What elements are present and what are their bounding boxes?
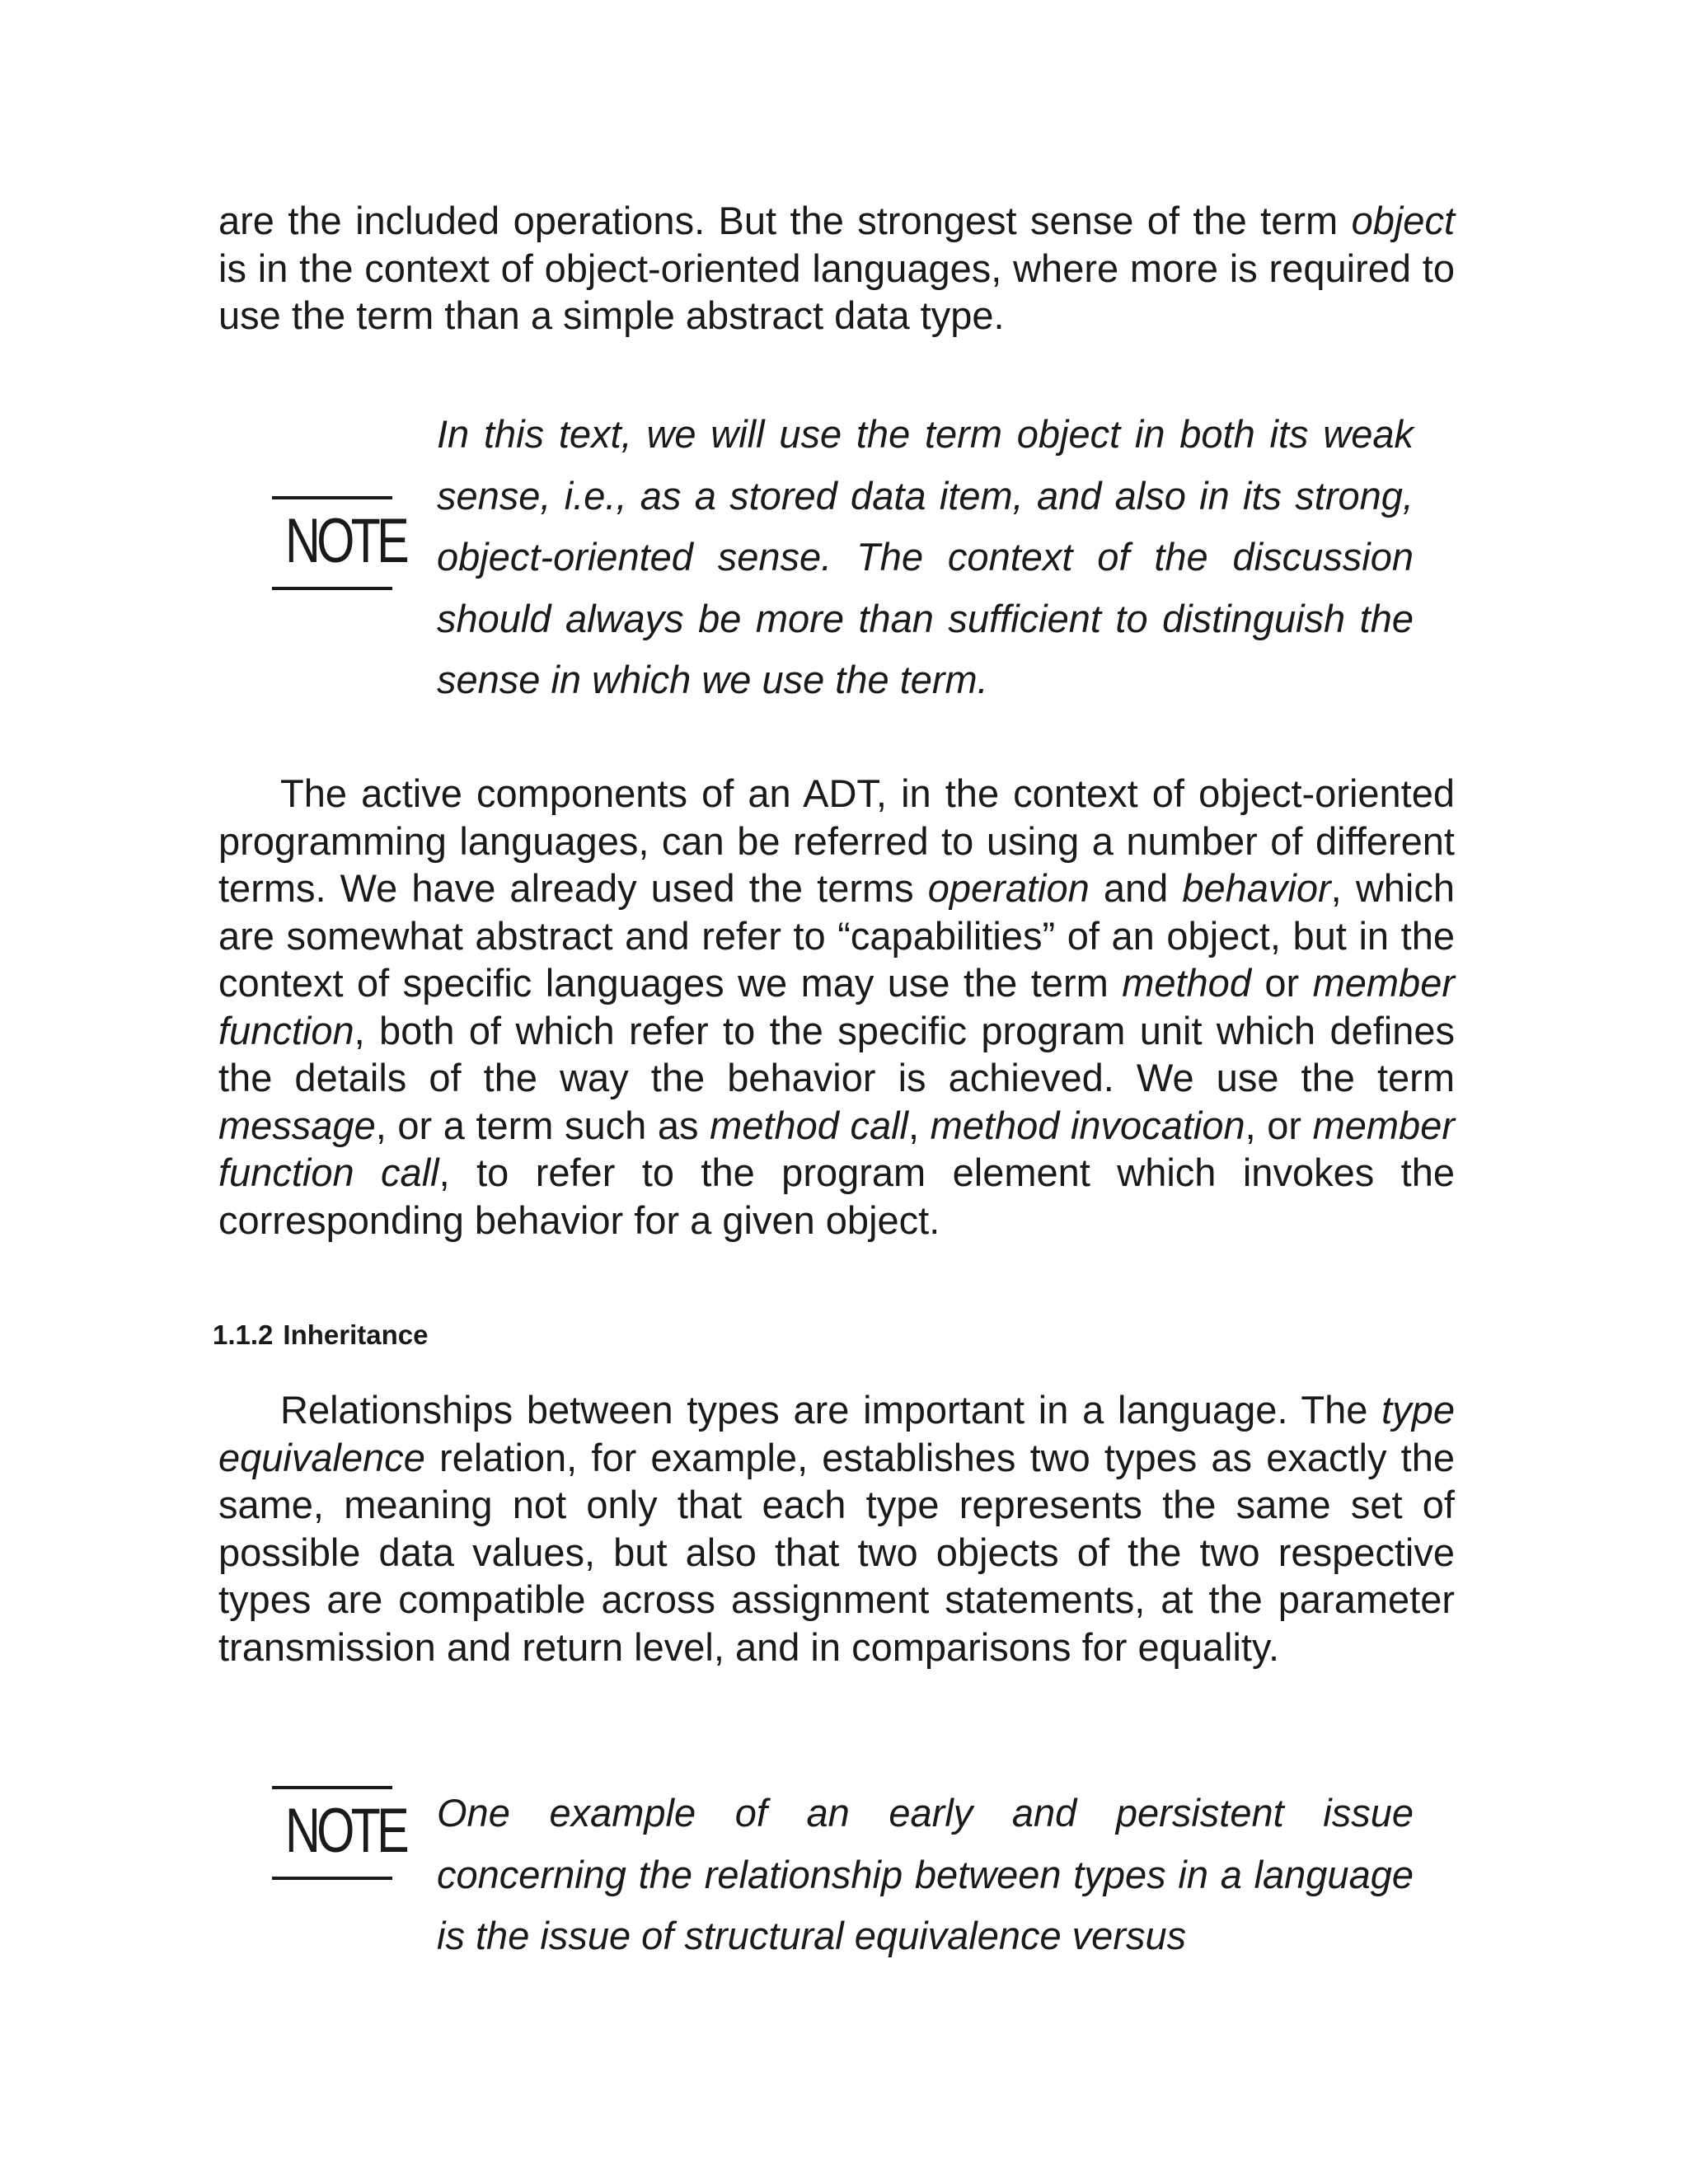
paragraph-2-emphasis-member-function: member function [218,961,1455,1052]
note-text-2: One example of an early and persistent issue concerning the relationship between types in a language is the issue of structural equivalence versus [437,1791,1414,1957]
note-logo-top-rule [272,1786,392,1789]
paragraph-2-text-8: , or [1245,1103,1313,1147]
section-heading [213,1319,428,1352]
section-title: Inheritance [283,1319,429,1350]
note-text-1: In this text, we will use the term object in both its weak sense, i.e., as a stored data item, and also in its strong, object-oriented sense. The context of the discussion should always be more than sufficient to distinguish the sense in which we use the term. [437,412,1414,701]
paragraph-2-emphasis-method: method [1122,961,1251,1005]
paragraph-2 [218,770,1455,1244]
paragraph-2-emphasis-member-function-call: member function call [218,1103,1455,1194]
note-logo-word: NOTE [285,506,406,576]
paragraph-1-text-2: is in the context of object-oriented languages, where more is required to use the term than a simple abstract data type. [218,246,1455,337]
paragraph-2-text-7: , [907,1103,931,1147]
note-logo-bottom-rule [272,587,392,590]
paragraph-2-text-5: , both of which refer to the specific program unit which defines the details of the way the behavior is achieved. We use the term [218,1008,1455,1099]
note-logo-2 [272,1786,406,1880]
note-logo-bottom-rule [272,1877,392,1880]
paragraph-2-emphasis-message: message [218,1103,376,1147]
paragraph-2-text-3: , which are somewhat abstract and refer to “capabilities” of an object, but in the context of specific languages we may use the term [218,866,1455,1005]
paragraph-2-text-1: The active components of an ADT, in the context of object-oriented programming languages, can be referred to using a number of different terms. We have already used the terms [218,771,1455,910]
paragraph-2-emphasis-behavior: behavior [1182,866,1331,910]
paragraph-3-text-1: Relationships between types are important in a language. The [280,1388,1382,1432]
paragraph-1-text-1: are the included operations. But the strongest sense of the term [218,199,1352,242]
section-number: 1.1.2 [213,1319,274,1350]
paragraph-2-emphasis-method-call: method call [710,1103,908,1147]
paragraph-2-text-6: , or a term such as [375,1103,710,1147]
note-logo-1 [272,496,406,590]
note-logo-top-rule [272,496,392,499]
paragraph-2-text-4: or [1250,961,1313,1005]
paragraph-3-emphasis-type-equivalence: type equivalence [218,1388,1455,1479]
paragraph-3-text-2: relation, for example, establishes two types as exactly the same, meaning not only that each type represents the same set of possible data values, but also that two objects of the two respective types are compatible across assignment statements, at the parameter transmission and return level, and in comparisons for equality. [218,1435,1455,1669]
paragraph-2-emphasis-method-invocation: method invocation [930,1103,1245,1147]
paragraph-2-text-2: and [1089,866,1183,910]
paragraph-3 [218,1386,1455,1671]
paragraph-2-emphasis-operation: operation [927,866,1090,910]
paragraph-2-text-9: , to refer to the program element which invokes the corresponding behavior for a given object. [218,1151,1455,1242]
paragraph-1 [218,197,1455,340]
note-logo-word: NOTE [285,1796,406,1866]
paragraph-1-emphasis-object: object [1351,199,1455,242]
